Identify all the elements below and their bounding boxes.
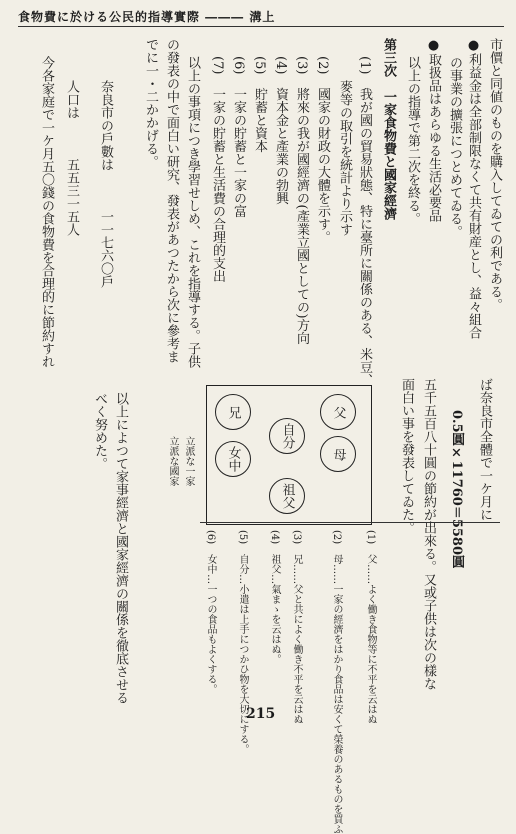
text-column: (3) 將來の我が國經濟の(產業立國としての)方向 <box>294 56 309 345</box>
page-number: 215 <box>246 706 276 722</box>
section-rule <box>200 522 500 523</box>
label-good-nation: 立派な國家 <box>167 436 178 486</box>
text-column: ●取扱品はあらゆる生活必要品 <box>426 38 441 222</box>
text-column: (4) 資本金と產業の勃興 <box>273 56 288 205</box>
text-column: 奈良市の戶數は 一一七六〇戶 <box>98 80 113 288</box>
text-column: (7) 一家の貯蓄と生活費の合理的支出 <box>210 56 225 283</box>
member-mother: 母 <box>320 436 356 472</box>
text-column: 今各家庭で一ケ月五〇錢の食物費を合理的に節約すれ <box>39 56 54 368</box>
member-father: 父 <box>320 394 356 430</box>
running-header: 食物費に於ける公民的指導實際 ――― 溝上 <box>18 10 276 24</box>
text-column: ●利益金は全部制限なくて共有財産とし、益々組合 <box>466 38 481 339</box>
text-column: 五千五百八十圓の節約が出來る。又或子供は次の樣な <box>421 378 436 690</box>
role-item: (6) 女中…一つの食品もよくする。 <box>205 530 216 695</box>
header-rule <box>18 26 504 27</box>
text-column: 以上の事項につき學習せしめ、これを指導する。子供 <box>185 56 200 368</box>
text-column: (2) 國家の財政の大體を示す。 <box>315 56 330 244</box>
role-item: (3) 兄……父と共によく働き不平を云はぬ <box>291 530 302 725</box>
text-column: 市價と同値のものを購入してゐての利である。 <box>487 38 502 311</box>
family-diagram <box>206 385 372 525</box>
role-item: (4) 祖父…氣まゝを云はぬ。 <box>269 530 280 665</box>
member-elder-brother: 兄 <box>215 394 251 430</box>
member-maid: 女中 <box>215 441 251 477</box>
text-column: 麥等の取引を統計より示す <box>337 80 352 236</box>
formula: 0.5圓×11760＝5580圓 <box>449 410 464 569</box>
conclusion-text: べく努めた。 <box>92 392 107 470</box>
text-column: の發表の中で面白い研究、發表があつたから次に參考ま <box>164 38 179 363</box>
role-item: (2) 母……一家の經濟をはかり食品は安くて榮養のあるものを買ふ <box>331 530 342 834</box>
text-column: 人口は 五五三一五人 <box>64 80 79 236</box>
text-column: (6) 一家の貯蓄と一家の富 <box>231 56 246 218</box>
role-item: (1) 父……よく働き食物等に不平を云はぬ <box>365 530 376 725</box>
text-column: 面白い事を發表してゐた。 <box>399 378 414 534</box>
section-heading: 第三次 一家食物費と國家經濟 <box>381 38 396 220</box>
text-column: (1) 我が國の貿易狀態、特に臺所に關係のある、米豆、 <box>357 56 372 387</box>
label-good-family: 立派な一家 <box>183 436 194 486</box>
conclusion-text: 以上によつて家事經濟と國家經濟の關係を徹底させる <box>113 392 128 704</box>
role-item: (5) 自分…小遣は上手につかひ物を大切にする。 <box>237 530 248 755</box>
text-column: (5) 貯蓄と資本 <box>252 56 267 153</box>
member-self: 自分 <box>269 418 305 454</box>
text-column: でに一・二かかげる。 <box>143 38 158 168</box>
text-column: ば奈良市全體で一ケ月に <box>477 378 492 521</box>
member-grandfather: 祖父 <box>269 478 305 514</box>
text-column: 以上の指導で第二次を終る。 <box>405 56 420 225</box>
text-column: の事業の擴張につとめてゐる。 <box>447 56 462 238</box>
